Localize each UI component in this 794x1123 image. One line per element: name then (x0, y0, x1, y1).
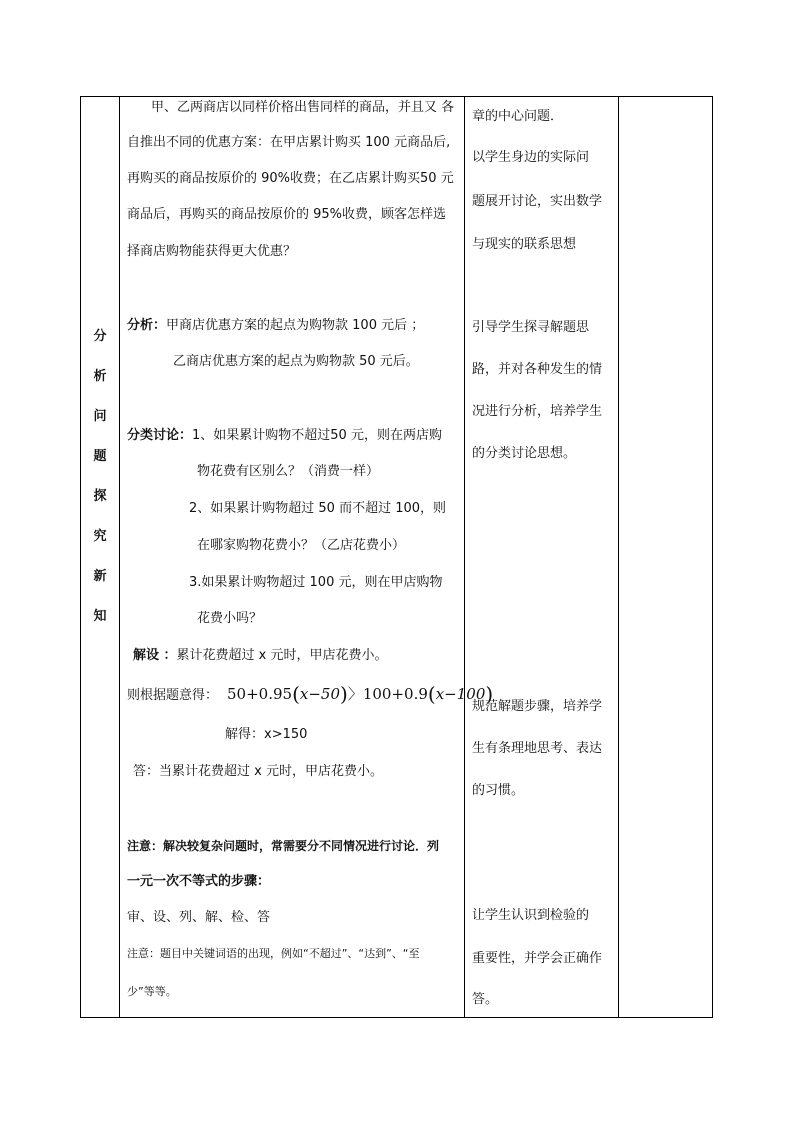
problem-line: 再购买的商品按原价的 90%收费；在乙店累计购买50 元 (127, 171, 454, 186)
formula-term: 50+0.95 (227, 685, 293, 703)
discussion-line (127, 427, 442, 445)
formula-term: x−100 (435, 685, 486, 703)
row-label-char: 析 (93, 369, 107, 384)
column-divider-1 (119, 97, 120, 1017)
solution-label: 解设 ： (133, 648, 177, 663)
intent-line: 让学生认识到检验的 (472, 908, 590, 923)
solution-line (133, 647, 388, 665)
intent-line: 的分类讨论思想。 (472, 446, 577, 461)
intent-line: 引导学生探寻解题思 (472, 320, 590, 335)
formula-term: x−50 (299, 685, 340, 703)
problem-line: 自推出不同的优惠方案：在甲店累计购买 100 元商品后, (127, 135, 451, 150)
formula-relation: 〉 (347, 685, 363, 703)
steps-line: 审、设、列、解、检、答 (127, 910, 271, 925)
intent-line: 重要性，并学会正确作 (472, 951, 603, 966)
row-label (81, 327, 119, 647)
inequality-formula: 50+0.95(x−50)〉100+0.9(x−100) (227, 682, 494, 706)
analysis-label: 分析： (127, 318, 167, 333)
analysis-line (127, 317, 424, 335)
analysis-text: 甲商店优惠方案的起点为购物款 100 元后 ； (166, 318, 425, 333)
row-label-char: 究 (93, 529, 107, 544)
discussion-label: 分类讨论： (127, 428, 193, 443)
discussion-line: 花费小吗？ (197, 611, 263, 626)
solution-text: 累计花费超过 x 元时，甲店花费小。 (176, 648, 388, 663)
lesson-table (80, 96, 713, 1018)
problem-line: 甲、乙两商店以同样价格出售同样的商品，并且又 各 (151, 100, 455, 115)
formula-term: 100+0.9 (362, 685, 428, 703)
intent-line: 规范解题步骤，培养学 (472, 699, 603, 714)
intent-line: 章的中心问题． (472, 109, 564, 124)
row-label-char: 题 (93, 449, 107, 464)
problem-line: 商品后，再购买的商品按原价的 95%收费，顾客怎样选 (127, 207, 447, 222)
answer-line: 答：当累计花费超过 x 元时，甲店花费小。 (133, 764, 383, 779)
discussion-text: 1、如果累计购物不超过50 元，则在两店购 (192, 428, 442, 443)
note-line: 少”等等。 (127, 985, 177, 998)
equation-label: 则根据题意得： (127, 688, 219, 703)
note-line: 注意：解决较复杂问题时，常需要分不同情况进行讨论．列 (127, 839, 440, 853)
discussion-line: 在哪家购物花费小？（乙店花费小） (197, 538, 406, 553)
row-label-char: 分 (93, 329, 107, 344)
intent-line: 与现实的联系思想 (472, 237, 577, 252)
problem-line: 择商店购物能获得更大优惠？ (127, 244, 297, 259)
row-label-char: 问 (93, 409, 107, 424)
column-divider-2 (464, 97, 465, 1017)
intent-line: 路，并对各种发生的情 (472, 362, 603, 377)
note-line: 一元一次不等式的步骤： (127, 874, 271, 889)
intent-line: 以学生身边的实际问 (472, 150, 590, 165)
intent-line: 题展开讨论，实出数学 (472, 194, 603, 209)
discussion-line: 3.如果累计购物超过 100 元，则在甲店购物 (189, 575, 443, 590)
intent-line: 答。 (472, 992, 499, 1007)
row-label-char: 新 (93, 569, 107, 584)
solve-result: 解得：x>150 (225, 727, 308, 742)
column-divider-3 (618, 97, 619, 1017)
row-label-char: 知 (93, 609, 107, 624)
intent-line: 况进行分析，培养学生 (472, 404, 603, 419)
intent-line: 生有条理地思考、表达 (472, 741, 603, 756)
row-label-char: 探 (93, 489, 107, 504)
note-line: 注意：题目中关键词语的出现，例如“不超过”、“达到”、“至 (127, 947, 420, 960)
analysis-line: 乙商店优惠方案的起点为购物款 50 元后。 (173, 354, 419, 369)
discussion-line: 2、如果累计购物超过 50 而不超过 100，则 (189, 501, 447, 516)
discussion-line: 物花费有区别么？（消费一样） (197, 464, 380, 479)
intent-line: 的习惯。 (472, 783, 525, 798)
